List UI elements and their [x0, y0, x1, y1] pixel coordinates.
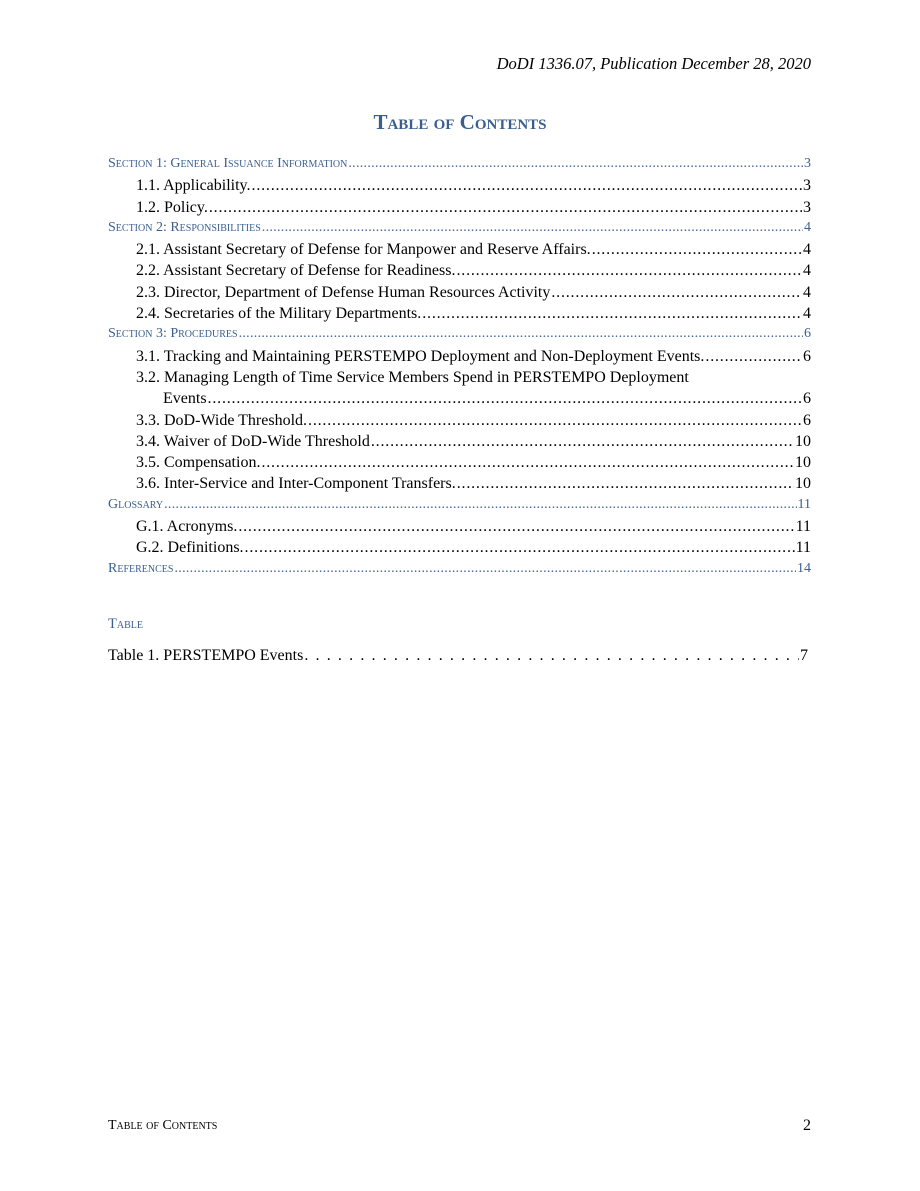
dot-leader: [238, 518, 794, 536]
toc-entry-2-1[interactable]: [108, 241, 811, 262]
toc-entry-label: Events: [163, 390, 207, 408]
toc-entry-page: 3: [803, 198, 811, 216]
dot-leader: [245, 539, 795, 557]
toc-entry-section-3[interactable]: [108, 326, 811, 347]
toc-entry-label: Section 3: Procedures: [108, 326, 238, 342]
toc-entry-label: Section 1: General Issuance Information: [108, 156, 348, 171]
toc-entry-section-1[interactable]: [108, 156, 811, 177]
dot-leader: [208, 390, 802, 408]
dot-leader: [239, 326, 803, 342]
toc-entry-label: 3.5. Compensation.: [136, 454, 261, 472]
toc-entry-page: 10: [795, 454, 811, 472]
toc-entry-3-1[interactable]: [108, 348, 811, 369]
table-entry-1[interactable]: [108, 647, 808, 665]
tables-heading: Table: [108, 616, 143, 632]
dot-leader: [164, 497, 796, 513]
dot-leader: [371, 433, 794, 451]
toc-entry-page: 3: [803, 177, 811, 195]
toc-entry-page: 4: [803, 283, 811, 301]
toc-entry-2-3[interactable]: [108, 284, 811, 305]
dot-leader: [348, 156, 803, 172]
toc-entry-page: 6: [803, 347, 811, 365]
table-entry-label: Table 1. PERSTEMPO Events: [108, 647, 304, 664]
dot-leader: [592, 241, 802, 259]
toc-entry-label: 3.2. Managing Length of Time Service Members Spend in PERSTEMPO Deployment: [136, 368, 689, 386]
dot-leader: [174, 561, 796, 577]
toc-entry-2-4[interactable]: [108, 305, 811, 326]
toc-entry-label: 1.1. Applicability.: [136, 177, 251, 195]
toc-entry-label: Glossary: [108, 496, 164, 512]
toc-entry-3-2[interactable]: [108, 369, 811, 390]
footer-page-number: 2: [803, 1117, 811, 1134]
toc-entry-glossary[interactable]: [108, 497, 811, 518]
footer-section-title: Table of Contents: [108, 1118, 218, 1133]
page-header: DoDI 1336.07, Publication December 28, 2020: [496, 54, 811, 73]
toc-entry-label: 2.3. Director, Department of Defense Human Resources Activity: [136, 283, 551, 301]
toc-entry-page: 4: [803, 305, 811, 323]
dot-leader: [252, 177, 802, 195]
dot-leader: [551, 284, 802, 302]
toc-entry-3-2-continued[interactable]: [108, 390, 811, 411]
dot-leader: [456, 262, 802, 280]
toc-entry-label: 1.2. Policy.: [136, 198, 208, 216]
toc-entry-page: 3: [804, 156, 811, 171]
toc-entry-page: 11: [797, 496, 811, 512]
toc-entry-label: References: [108, 560, 174, 576]
dot-leader: [261, 454, 794, 472]
dot-leader: [308, 412, 802, 430]
toc-entry-label: G.2. Definitions.: [136, 539, 244, 557]
toc-entry-page: 6: [803, 390, 811, 408]
toc-entry-page: 11: [795, 539, 811, 557]
dot-leader: [457, 475, 794, 493]
table-entry-page: 7: [800, 647, 808, 664]
toc-entry-label: 2.2. Assistant Secretary of Defense for Readiness.: [136, 262, 456, 280]
dot-leader: [422, 305, 802, 323]
toc-entry-1-2[interactable]: [108, 199, 811, 220]
toc-entry-references[interactable]: [108, 561, 811, 582]
toc-entry-page: 4: [803, 262, 811, 280]
toc-entry-label: G.1. Acronyms.: [136, 518, 238, 536]
toc-entry-3-5[interactable]: [108, 454, 811, 475]
toc-entry-page: 6: [804, 326, 811, 342]
toc-entry-section-2[interactable]: [108, 220, 811, 241]
dot-leader: [705, 348, 802, 366]
toc-entry-page: 10: [795, 432, 811, 450]
page-title: Table of Contents: [373, 110, 547, 134]
toc-entry-g-2[interactable]: [108, 539, 811, 560]
toc-entry-page: 6: [803, 411, 811, 429]
toc-entry-3-6[interactable]: [108, 475, 811, 496]
toc-list: [108, 156, 811, 582]
toc-entry-label: 3.4. Waiver of DoD-Wide Threshold: [136, 432, 370, 450]
toc-entry-label: 3.6. Inter-Service and Inter-Component Transfers.: [136, 475, 456, 493]
toc-entry-label: Section 2: Responsibilities: [108, 219, 261, 235]
toc-entry-label: 3.3. DoD-Wide Threshold.: [136, 411, 308, 429]
toc-entry-page: 11: [795, 518, 811, 536]
toc-entry-page: 10: [795, 475, 811, 493]
toc-entry-label: 2.1. Assistant Secretary of Defense for Manpower and Reserve Affairs.: [136, 241, 591, 259]
toc-entry-page: 4: [804, 219, 811, 235]
toc-entry-label: 3.1. Tracking and Maintaining PERSTEMPO Deployment and Non-Deployment Events.: [136, 347, 705, 365]
dot-leader: [304, 647, 799, 665]
toc-entry-3-4[interactable]: [108, 433, 811, 454]
toc-entry-g-1[interactable]: [108, 518, 811, 539]
toc-entry-page: 14: [797, 560, 811, 576]
toc-entry-2-2[interactable]: [108, 262, 811, 283]
toc-entry-page: 4: [803, 241, 811, 259]
dot-leader: [209, 199, 802, 217]
toc-entry-label: 2.4. Secretaries of the Military Departments.: [136, 305, 422, 323]
toc-entry-1-1[interactable]: [108, 177, 811, 198]
toc-entry-3-3[interactable]: [108, 412, 811, 433]
dot-leader: [262, 220, 803, 236]
